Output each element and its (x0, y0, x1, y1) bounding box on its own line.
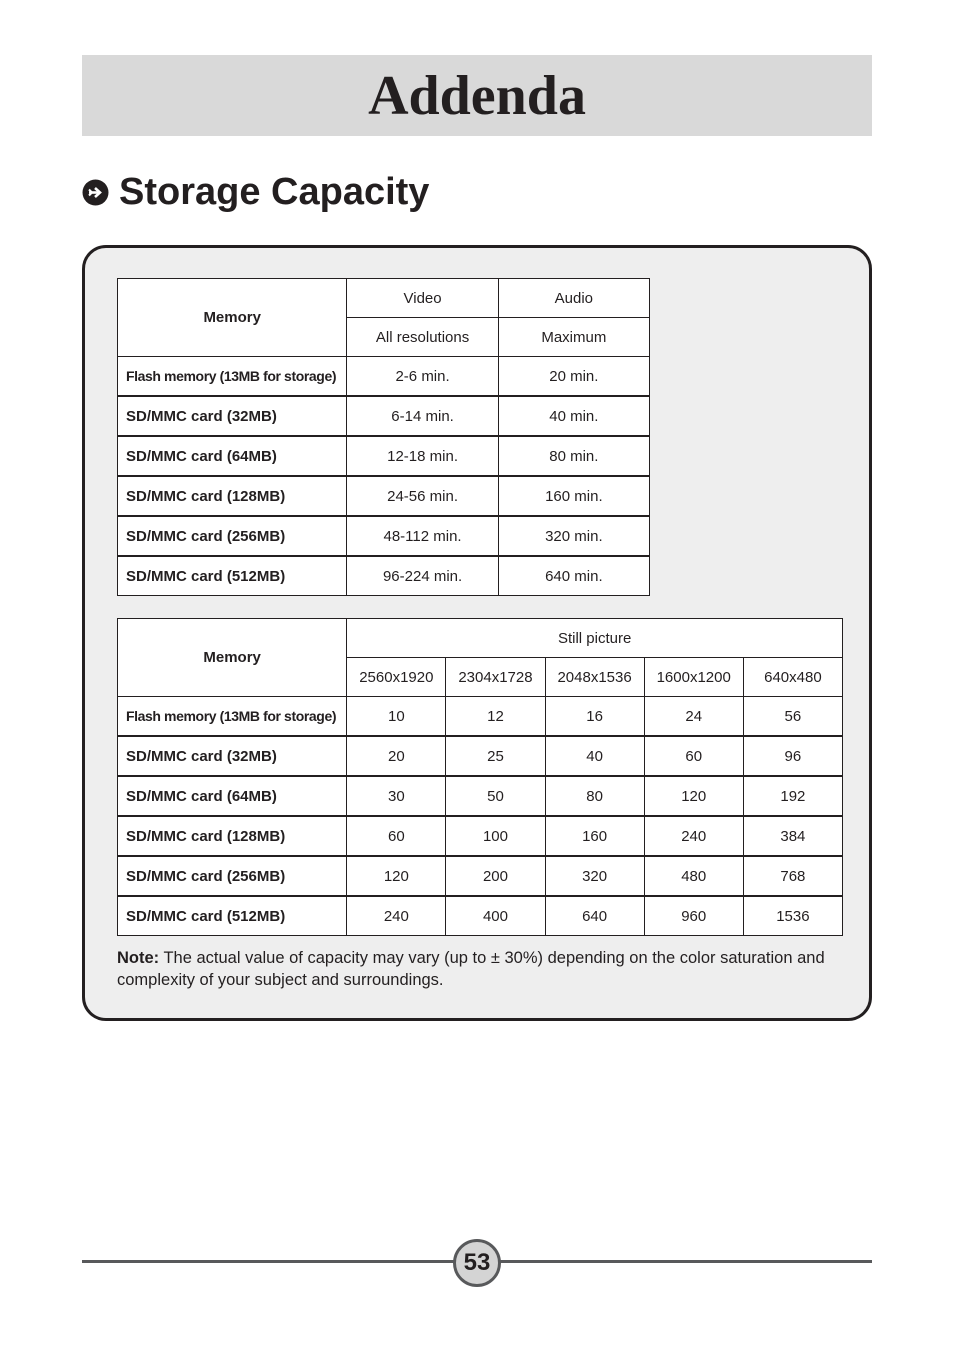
value-cell: 12 (446, 697, 545, 737)
still-picture-capacity-table (117, 618, 843, 936)
note-text: The actual value of capacity may vary (up to ± 30%) depending on the color saturation and complexity of your subject and surroundings. (117, 949, 825, 989)
table-row (118, 516, 650, 556)
table-row (118, 697, 843, 737)
value-cell: 200 (446, 856, 545, 896)
table-row (118, 396, 650, 436)
value-cell: 320 (545, 856, 644, 896)
value-cell: 60 (347, 816, 446, 856)
memory-cell: SD/MMC card (256MB) (118, 516, 347, 556)
memory-header: Memory (118, 619, 347, 697)
audio-cell: 640 min. (498, 556, 649, 596)
video-audio-capacity-table (117, 278, 650, 596)
page-number: 53 (453, 1239, 501, 1287)
memory-cell: SD/MMC card (256MB) (118, 856, 347, 896)
value-cell: 192 (743, 776, 842, 816)
audio-cell: 20 min. (498, 357, 649, 397)
video-cell: 48-112 min. (347, 516, 498, 556)
value-cell: 384 (743, 816, 842, 856)
table-row (118, 436, 650, 476)
value-cell: 10 (347, 697, 446, 737)
memory-cell: SD/MMC card (512MB) (118, 896, 347, 936)
memory-cell: SD/MMC card (32MB) (118, 736, 347, 776)
table-row (118, 556, 650, 596)
resolution-header: 640x480 (743, 658, 842, 697)
memory-cell: Flash memory (13MB for storage) (118, 697, 347, 737)
page-title: Addenda (368, 64, 586, 127)
memory-cell: SD/MMC card (128MB) (118, 816, 347, 856)
resolution-header: 2560x1920 (347, 658, 446, 697)
memory-cell: SD/MMC card (512MB) (118, 556, 347, 596)
memory-cell: SD/MMC card (64MB) (118, 776, 347, 816)
audio-cell: 160 min. (498, 476, 649, 516)
table-row (118, 896, 843, 936)
section-heading (82, 170, 429, 214)
resolution-header: 1600x1200 (644, 658, 743, 697)
video-cell: 96-224 min. (347, 556, 498, 596)
audio-cell: 40 min. (498, 396, 649, 436)
value-cell: 40 (545, 736, 644, 776)
value-cell: 640 (545, 896, 644, 936)
audio-subheader: Maximum (498, 318, 649, 357)
value-cell: 100 (446, 816, 545, 856)
video-cell: 2-6 min. (347, 357, 498, 397)
content-panel (82, 245, 872, 1021)
audio-cell: 320 min. (498, 516, 649, 556)
value-cell: 480 (644, 856, 743, 896)
arrow-circle-icon (82, 179, 109, 206)
value-cell: 25 (446, 736, 545, 776)
value-cell: 24 (644, 697, 743, 737)
table-row (118, 856, 843, 896)
memory-cell: SD/MMC card (32MB) (118, 396, 347, 436)
capacity-note (117, 947, 847, 991)
value-cell: 120 (644, 776, 743, 816)
video-cell: 12-18 min. (347, 436, 498, 476)
value-cell: 80 (545, 776, 644, 816)
header-banner (82, 55, 872, 136)
value-cell: 240 (347, 896, 446, 936)
value-cell: 1536 (743, 896, 842, 936)
value-cell: 160 (545, 816, 644, 856)
resolution-header: 2048x1536 (545, 658, 644, 697)
value-cell: 240 (644, 816, 743, 856)
table-header-row (118, 619, 843, 658)
table-row (118, 736, 843, 776)
table-row (118, 776, 843, 816)
value-cell: 400 (446, 896, 545, 936)
memory-cell: Flash memory (13MB for storage) (118, 357, 347, 397)
value-cell: 20 (347, 736, 446, 776)
value-cell: 120 (347, 856, 446, 896)
value-cell: 768 (743, 856, 842, 896)
value-cell: 96 (743, 736, 842, 776)
memory-cell: SD/MMC card (128MB) (118, 476, 347, 516)
video-cell: 24-56 min. (347, 476, 498, 516)
table-row (118, 476, 650, 516)
value-cell: 50 (446, 776, 545, 816)
resolution-header: 2304x1728 (446, 658, 545, 697)
table-row (118, 357, 650, 397)
memory-cell: SD/MMC card (64MB) (118, 436, 347, 476)
section-title: Storage Capacity (119, 171, 430, 213)
table-header-row (118, 279, 650, 318)
still-picture-header: Still picture (347, 619, 843, 658)
value-cell: 960 (644, 896, 743, 936)
audio-cell: 80 min. (498, 436, 649, 476)
value-cell: 60 (644, 736, 743, 776)
value-cell: 56 (743, 697, 842, 737)
audio-header: Audio (498, 279, 649, 318)
note-label: Note: (117, 949, 160, 967)
value-cell: 16 (545, 697, 644, 737)
memory-header: Memory (118, 279, 347, 357)
video-header: Video (347, 279, 498, 318)
table-row (118, 816, 843, 856)
video-subheader: All resolutions (347, 318, 498, 357)
video-cell: 6-14 min. (347, 396, 498, 436)
value-cell: 30 (347, 776, 446, 816)
